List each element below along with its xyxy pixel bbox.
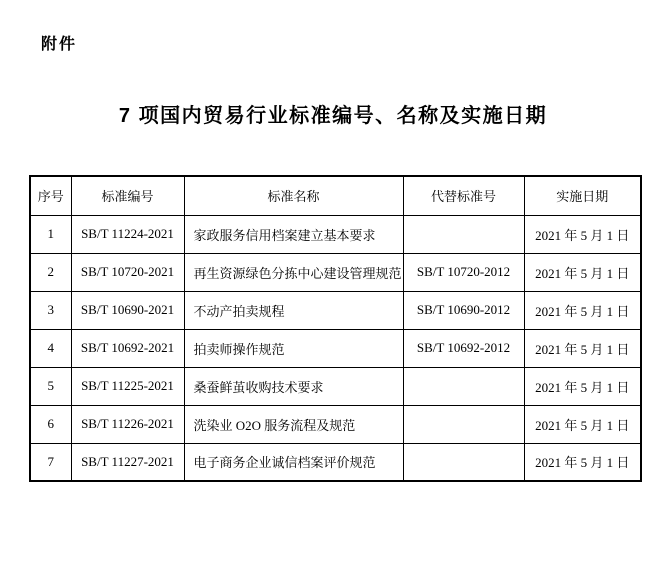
table-row [30,329,641,367]
cell-standard-no: SB/T 10720-2021 [71,253,184,291]
cell-seq: 4 [30,329,71,367]
cell-replaced-no: SB/T 10690-2012 [403,291,524,329]
cell-seq: 5 [30,367,71,405]
cell-implement-date: 2021 年 5 月 1 日 [524,215,641,253]
cell-seq: 1 [30,215,71,253]
cell-standard-name: 再生资源绿色分拣中心建设管理规范 [184,253,403,291]
cell-standard-no: SB/T 10690-2021 [71,291,184,329]
cell-standard-name: 拍卖师操作规范 [184,329,403,367]
table-row [30,367,641,405]
table-row [30,215,641,253]
cell-replaced-no [403,367,524,405]
cell-standard-name: 桑蚕鲜茧收购技术要求 [184,367,403,405]
table-row [30,405,641,443]
cell-standard-no: SB/T 11224-2021 [71,215,184,253]
cell-standard-name: 洗染业 O2O 服务流程及规范 [184,405,403,443]
cell-implement-date: 2021 年 5 月 1 日 [524,329,641,367]
cell-replaced-no [403,443,524,481]
col-header-implement-date: 实施日期 [524,176,641,215]
col-header-replaced-no: 代替标准号 [403,176,524,215]
col-header-standard-no: 标准编号 [71,176,184,215]
cell-standard-name: 不动产拍卖规程 [184,291,403,329]
table-row [30,443,641,481]
cell-standard-name: 电子商务企业诚信档案评价规范 [184,443,403,481]
cell-replaced-no: SB/T 10692-2012 [403,329,524,367]
cell-standard-no: SB/T 10692-2021 [71,329,184,367]
cell-standard-no: SB/T 11227-2021 [71,443,184,481]
cell-implement-date: 2021 年 5 月 1 日 [524,291,641,329]
cell-seq: 6 [30,405,71,443]
cell-standard-no: SB/T 11226-2021 [71,405,184,443]
cell-seq: 3 [30,291,71,329]
cell-replaced-no [403,405,524,443]
cell-standard-no: SB/T 11225-2021 [71,367,184,405]
standards-table [29,175,642,482]
table-row [30,291,641,329]
cell-seq: 2 [30,253,71,291]
cell-replaced-no [403,215,524,253]
table-header-row [30,176,641,215]
cell-implement-date: 2021 年 5 月 1 日 [524,405,641,443]
col-header-seq: 序号 [30,176,71,215]
cell-implement-date: 2021 年 5 月 1 日 [524,367,641,405]
cell-implement-date: 2021 年 5 月 1 日 [524,253,641,291]
cell-implement-date: 2021 年 5 月 1 日 [524,443,641,481]
col-header-standard-name: 标准名称 [184,176,403,215]
cell-seq: 7 [30,443,71,481]
attachment-label: 附件 [41,36,78,53]
cell-replaced-no: SB/T 10720-2012 [403,253,524,291]
cell-standard-name: 家政服务信用档案建立基本要求 [184,215,403,253]
table-row [30,253,641,291]
page-title: 7 项国内贸易行业标准编号、名称及实施日期 [118,105,548,127]
